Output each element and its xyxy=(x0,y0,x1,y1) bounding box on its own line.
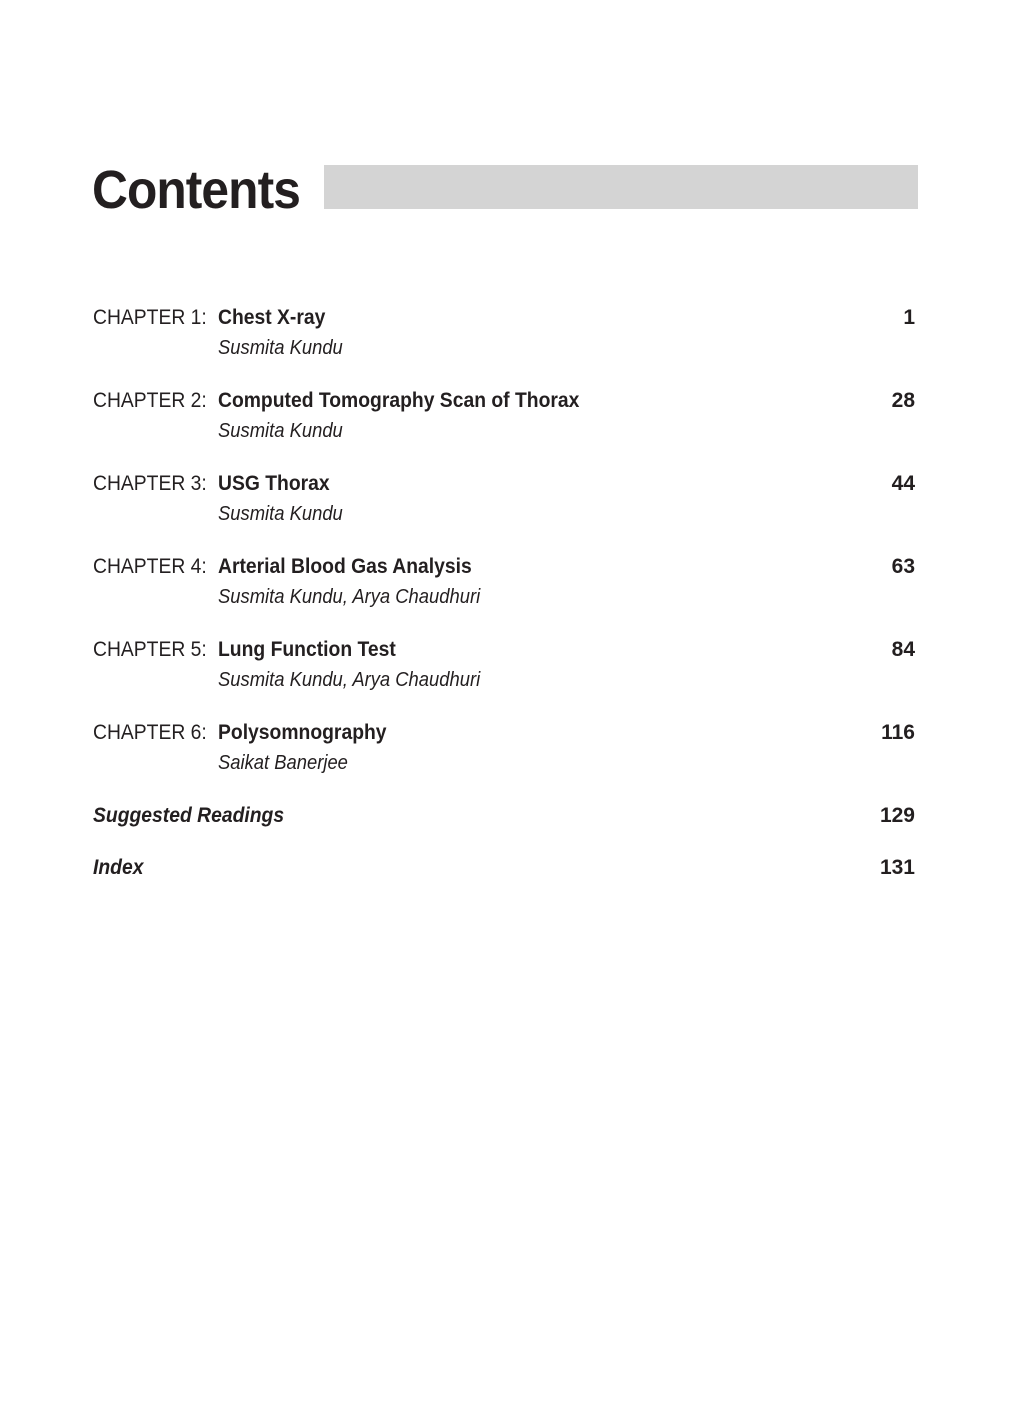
toc-entry-chapter-4[interactable] xyxy=(93,554,915,614)
page-number[interactable]: 116 xyxy=(881,721,915,744)
title-decoration-bar xyxy=(324,165,918,209)
page-number[interactable]: 84 xyxy=(891,638,915,661)
chapter-title[interactable]: Computed Tomography Scan of Thorax xyxy=(218,389,580,412)
page-number[interactable]: 131 xyxy=(879,856,915,879)
chapter-title[interactable]: Arterial Blood Gas Analysis xyxy=(218,555,472,578)
chapter-authors: Susmita Kundu xyxy=(218,337,343,359)
toc-entry-back-matter[interactable] xyxy=(93,855,915,885)
toc-entry-chapter-1[interactable] xyxy=(93,305,915,365)
chapter-authors: Susmita Kundu xyxy=(218,420,343,442)
chapter-label: CHAPTER 4: xyxy=(93,555,207,578)
page-number[interactable]: 44 xyxy=(891,472,915,495)
back-matter-title[interactable]: Suggested Readings xyxy=(93,804,285,827)
chapter-label: CHAPTER 6: xyxy=(93,721,207,744)
chapter-authors: Susmita Kundu, Arya Chaudhuri xyxy=(218,669,481,691)
chapter-title[interactable]: USG Thorax xyxy=(218,472,330,495)
page-title: Contents xyxy=(92,160,300,220)
page-number[interactable]: 1 xyxy=(903,306,915,329)
chapter-authors: Susmita Kundu, Arya Chaudhuri xyxy=(218,586,481,608)
chapter-authors: Susmita Kundu xyxy=(218,503,343,525)
chapter-title[interactable]: Chest X-ray xyxy=(218,306,326,329)
toc-entry-chapter-2[interactable] xyxy=(93,388,915,448)
toc-entry-chapter-5[interactable] xyxy=(93,637,915,697)
chapter-title[interactable]: Polysomnography xyxy=(218,721,387,744)
chapter-title[interactable]: Lung Function Test xyxy=(218,638,396,661)
chapter-authors: Saikat Banerjee xyxy=(218,752,348,774)
back-matter-title[interactable]: Index xyxy=(93,856,144,879)
chapter-label: CHAPTER 3: xyxy=(93,472,207,495)
chapter-label: CHAPTER 2: xyxy=(93,389,207,412)
page-number[interactable]: 28 xyxy=(891,389,915,412)
chapter-label: CHAPTER 1: xyxy=(93,306,207,329)
page-number[interactable]: 63 xyxy=(891,555,915,578)
toc-entry-chapter-6[interactable] xyxy=(93,720,915,780)
toc-entry-chapter-3[interactable] xyxy=(93,471,915,531)
page-number[interactable]: 129 xyxy=(879,804,915,827)
chapter-label: CHAPTER 5: xyxy=(93,638,207,661)
toc-entry-back-matter[interactable] xyxy=(93,803,915,833)
